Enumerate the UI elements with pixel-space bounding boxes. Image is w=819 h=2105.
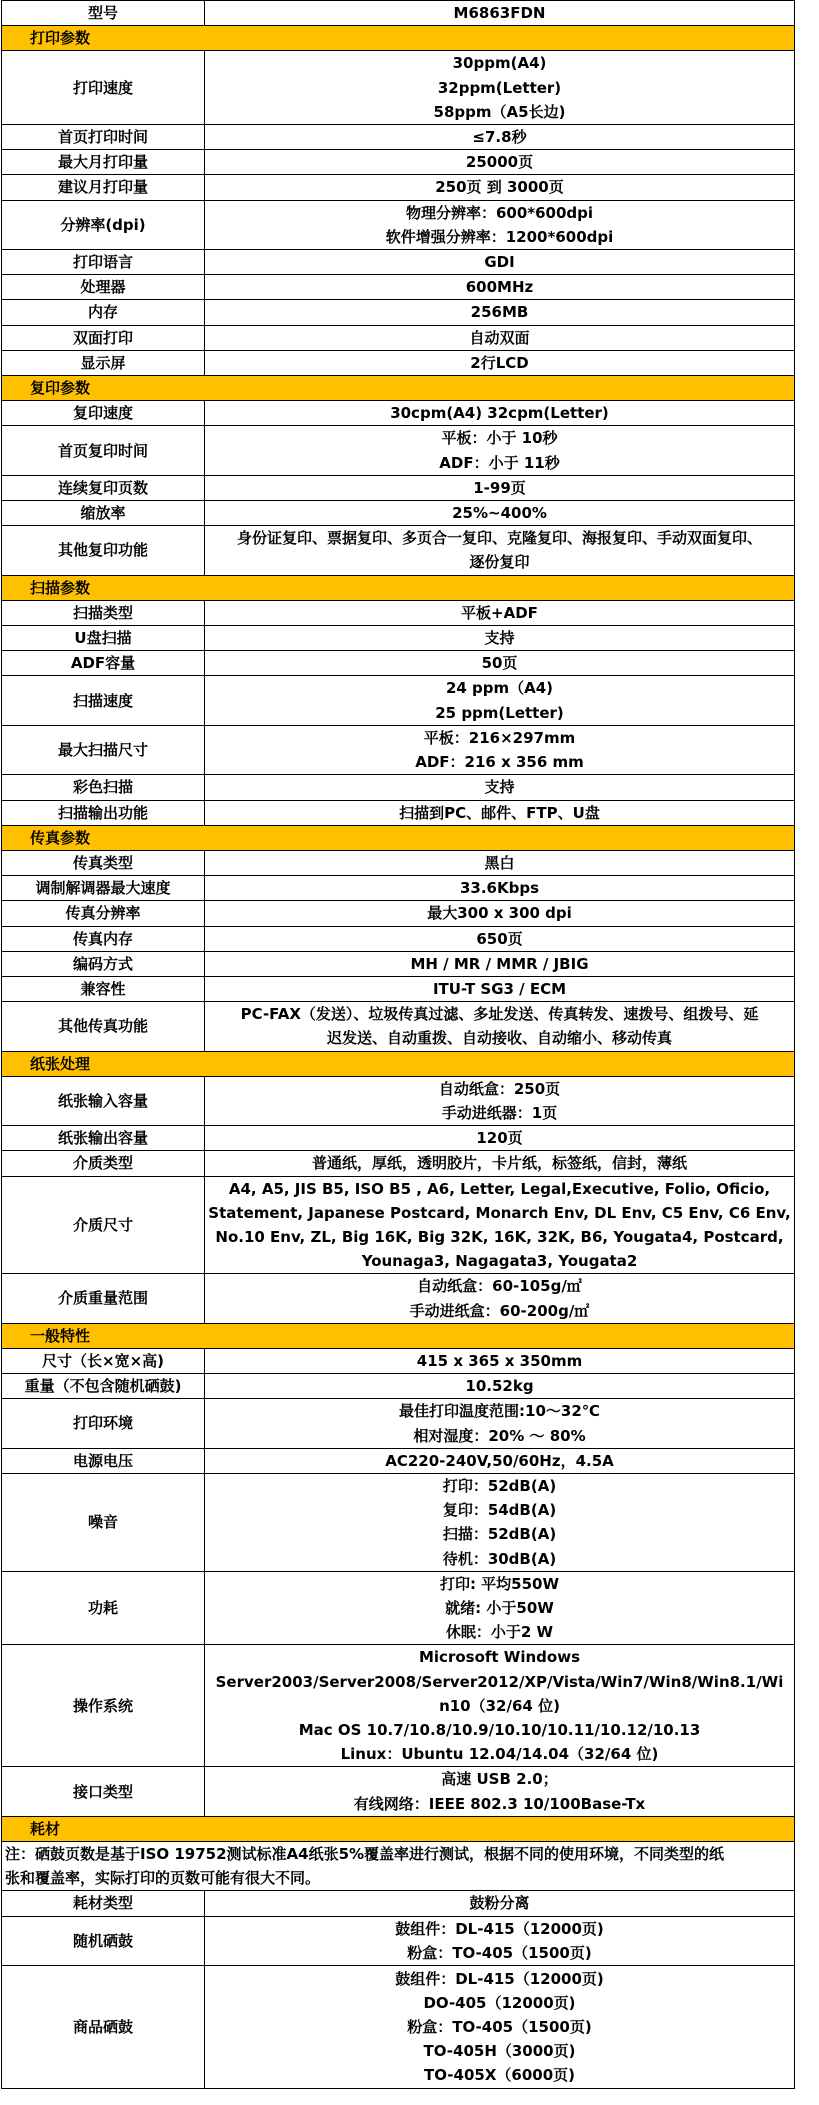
spec-value-line: 256MB [470,303,529,322]
spec-row [2,725,795,774]
spec-table-body [2,1,795,2089]
spec-label: 连续复印页数 [2,475,205,500]
spec-value-line: 扫描到PC、邮件、FTP、U盘 [399,803,600,822]
spec-value [205,775,795,800]
spec-label: 缩放率 [2,501,205,526]
spec-value [205,850,795,875]
spec-label: U盘扫描 [2,626,205,651]
spec-label: 介质重量范围 [2,1274,205,1323]
spec-value-line: 普通纸，厚纸，透明胶片，卡片纸，标签纸，信封，薄纸 [311,1154,687,1173]
spec-row [2,1176,795,1274]
spec-value-line: 粉盒：TO-405（1500页) [407,1943,592,1962]
spec-label: 其他复印功能 [2,526,205,575]
spec-row [2,1966,795,2089]
spec-row [2,51,795,125]
spec-value-line: PC-FAX（发送）、垃圾传真过滤、多址发送、传真转发、速拨号、组拨号、延 [240,1005,759,1024]
spec-label: 商品硒鼓 [2,1966,205,2089]
spec-row [2,651,795,676]
note-row [2,1842,795,1891]
spec-value-line: 有线网络：IEEE 802.3 10/100Base-Tx [353,1794,646,1813]
spec-label: 最大扫描尺寸 [2,725,205,774]
spec-value-line: 自动纸盒：250页 [438,1079,561,1098]
spec-label: 重量（不包含随机硒鼓) [2,1374,205,1399]
spec-row [2,175,795,200]
spec-value-line: 高速 USB 2.0； [441,1770,558,1789]
spec-value-line: 粉盒：TO-405（1500页) [407,2017,592,2036]
spec-value [205,150,795,175]
spec-label: 最大月打印量 [2,150,205,175]
spec-value-line: 58ppm（A5长边) [433,102,566,121]
spec-value [205,475,795,500]
spec-row [2,926,795,951]
section-header-row [2,1051,795,1076]
spec-label: 建议月打印量 [2,175,205,200]
spec-value-line: 25 ppm(Letter) [435,703,564,722]
spec-value-line: 32ppm(Letter) [437,78,562,97]
spec-value [205,976,795,1001]
spec-row [2,150,795,175]
spec-label: 内存 [2,300,205,325]
spec-value [205,1,795,26]
spec-value-line: Server2003/Server2008/Server2012/XP/Vista/Win7/Win8/Win8.1/Wi [215,1672,784,1691]
spec-label: 处理器 [2,275,205,300]
spec-value [205,1348,795,1373]
spec-value-line: No.10 Env, ZL, Big 16K, Big 32K, 16K, 32K, B6, Yougata4, Postcard, [215,1227,784,1246]
spec-row [2,401,795,426]
spec-value-line: 复印：54dB(A) [442,1501,557,1520]
section-header-row [2,376,795,401]
spec-row [2,775,795,800]
spec-row [2,1,795,26]
spec-value [205,676,795,725]
spec-label: 耗材类型 [2,1891,205,1916]
spec-value-line: Microsoft Windows [418,1648,580,1667]
spec-row [2,800,795,825]
spec-value [205,1002,795,1051]
spec-value [205,1891,795,1916]
spec-label: 操作系统 [2,1645,205,1767]
spec-label: 扫描输出功能 [2,800,205,825]
spec-value-line: 支持 [484,629,515,648]
spec-value [205,725,795,774]
spec-row [2,1126,795,1151]
spec-row [2,1473,795,1571]
spec-label: 扫描速度 [2,676,205,725]
spec-value-line: 扫描：52dB(A) [442,1525,557,1544]
spec-row [2,1448,795,1473]
spec-value-line: 25%~400% [452,504,547,523]
spec-row [2,1274,795,1323]
spec-label: 噪音 [2,1473,205,1571]
spec-row [2,676,795,725]
spec-label: 介质尺寸 [2,1176,205,1274]
note-line: 张和覆盖率，实际打印的页数可能有很大不同。 [5,1869,321,1888]
spec-value-line: 逐份复印 [469,553,530,572]
spec-value-line: TO-405X（6000页) [424,2066,575,2085]
spec-value [205,876,795,901]
spec-row [2,1002,795,1051]
spec-value-line: Mac OS 10.7/10.8/10.9/10.10/10.11/10.12/10.13 [298,1721,701,1740]
spec-value [205,526,795,575]
spec-row [2,350,795,375]
spec-value-line: 鼓粉分离 [469,1894,530,1913]
spec-value-line: ADF：216 x 356 mm [415,753,584,772]
spec-value [205,1645,795,1767]
spec-value-line: 物理分辨率：600*600dpi [405,203,594,222]
section-title: 耗材 [2,1816,795,1841]
spec-value-line: 黑白 [484,853,515,872]
spec-row [2,125,795,150]
spec-value-line: 迟发送、自动重拨、自动接收、自动缩小、移动传真 [326,1029,672,1048]
spec-value [205,651,795,676]
section-header-row [2,575,795,600]
spec-row [2,1076,795,1125]
spec-value-line: GDI [484,253,515,272]
spec-value-line: ITU-T SG3 / ECM [432,979,567,998]
section-title: 一般特性 [2,1323,795,1348]
spec-value [205,175,795,200]
spec-row [2,976,795,1001]
spec-value [205,1076,795,1125]
spec-value-line: 24 ppm（A4) [445,679,554,698]
spec-value-line: TO-405H（3000页) [423,2042,576,2061]
spec-row [2,951,795,976]
spec-value [205,1151,795,1176]
spec-label: 电源电压 [2,1448,205,1473]
section-header-row [2,26,795,51]
spec-value-line: 平板：216×297mm [423,728,576,747]
section-header-row [2,1816,795,1841]
spec-value-line: MH / MR / MMR / JBIG [410,954,589,973]
spec-value [205,926,795,951]
spec-value-line: 650页 [476,929,523,948]
spec-row [2,901,795,926]
note-line: 注：硒鼓页数是基于ISO 19752测试标准A4纸张5%覆盖率进行测试，根据不同的使用环境，不同类型的纸 [5,1845,725,1864]
spec-row [2,1399,795,1448]
spec-value [205,1473,795,1571]
spec-value-line: 鼓组件：DL-415（12000页) [395,1919,604,1938]
spec-label: 扫描类型 [2,600,205,625]
spec-value-line: 鼓组件：DL-415（12000页) [395,1969,604,1988]
spec-value [205,1767,795,1816]
spec-row [2,1571,795,1645]
spec-label: 传真内存 [2,926,205,951]
spec-value-line: ≤7.8秒 [472,128,527,147]
spec-value-line: 休眠：小于2 W [445,1623,554,1642]
spec-value-line: n10（32/64 位) [439,1696,560,1715]
spec-row [2,1891,795,1916]
section-title: 打印参数 [2,26,795,51]
spec-value [205,401,795,426]
spec-value-line: 自动纸盒：60-105g/㎡ [417,1277,582,1296]
section-header-row [2,1323,795,1348]
spec-value-line: 50页 [481,654,518,673]
spec-label: 显示屏 [2,350,205,375]
spec-value-line: 415 x 365 x 350mm [416,1351,583,1370]
spec-row [2,876,795,901]
spec-label: 首页打印时间 [2,125,205,150]
spec-value-line: 25000页 [465,153,534,172]
spec-value-line: 250页 到 3000页 [435,178,564,197]
spec-row [2,325,795,350]
spec-label: 首页复印时间 [2,426,205,475]
spec-value [205,1571,795,1645]
spec-value-line: 最大300 x 300 dpi [427,904,572,923]
spec-value-line: Statement, Japanese Postcard, Monarch Env, DL Env, C5 Env, C6 Env, [208,1203,791,1222]
spec-value-line: 10.52kg [465,1377,534,1396]
spec-value [205,1176,795,1274]
spec-label: 随机硒鼓 [2,1916,205,1965]
spec-row [2,250,795,275]
spec-value [205,1274,795,1323]
spec-value [205,250,795,275]
spec-label: 纸张输入容量 [2,1076,205,1125]
spec-value [205,1966,795,2089]
spec-value-line: 打印：52dB(A) [442,1476,557,1495]
spec-label: 打印语言 [2,250,205,275]
spec-label: 功耗 [2,1571,205,1645]
spec-value [205,300,795,325]
spec-label: 调制解调器最大速度 [2,876,205,901]
spec-value-line: 30ppm(A4) [452,54,547,73]
spec-label: 其他传真功能 [2,1002,205,1051]
spec-value [205,1448,795,1473]
spec-value [205,1126,795,1151]
spec-value [205,1374,795,1399]
section-title: 传真参数 [2,825,795,850]
spec-row [2,426,795,475]
section-title: 纸张处理 [2,1051,795,1076]
spec-value [205,325,795,350]
spec-value [205,1399,795,1448]
spec-value-line: 120页 [476,1129,523,1148]
spec-label: 编码方式 [2,951,205,976]
spec-row [2,850,795,875]
spec-row [2,1645,795,1767]
spec-row [2,1916,795,1965]
spec-label: 接口类型 [2,1767,205,1816]
spec-value-line: Younaga3, Nagagata3, Yougata2 [361,1252,638,1271]
spec-value-line: 手动进纸器：1页 [441,1103,558,1122]
spec-value-line: 身份证复印、票据复印、多页合一复印、克隆复印、海报复印、手动双面复印、 [236,529,762,548]
section-title: 扫描参数 [2,575,795,600]
spec-label: 复印速度 [2,401,205,426]
spec-row [2,1151,795,1176]
spec-label: ADF容量 [2,651,205,676]
spec-value [205,51,795,125]
spec-value-line: 自动双面 [469,328,530,347]
spec-value-line: 最佳打印温度范围:10～32℃ [399,1402,600,1421]
spec-value-line: 平板+ADF [461,603,538,622]
spec-label: 分辨率(dpi) [2,200,205,249]
spec-value-line: AC220-240V,50/60Hz，4.5A [385,1451,614,1470]
spec-row [2,300,795,325]
spec-label: 纸张输出容量 [2,1126,205,1151]
spec-value [205,626,795,651]
spec-row [2,1348,795,1373]
spec-value-line: 33.6Kbps [459,879,540,898]
spec-value [205,200,795,249]
spec-value [205,901,795,926]
spec-value-line: M6863FDN [453,4,546,22]
spec-row [2,275,795,300]
spec-label: 打印速度 [2,51,205,125]
spec-value [205,350,795,375]
section-title: 复印参数 [2,376,795,401]
spec-value-line: 就绪: 小于50W [445,1599,554,1617]
spec-table [1,0,795,2089]
spec-value-line: 600MHz [465,278,534,297]
spec-value-line: ADF：小于 11秒 [439,453,560,472]
spec-row [2,1374,795,1399]
section-header-row [2,825,795,850]
spec-value-line: 待机：30dB(A) [442,1549,557,1568]
spec-value-line: 软件增强分辨率：1200*600dpi [385,227,614,246]
spec-row [2,600,795,625]
spec-label: 尺寸（长×宽×高) [2,1348,205,1373]
spec-label: 传真分辨率 [2,901,205,926]
spec-value [205,951,795,976]
spec-value-line: Linux：Ubuntu 12.04/14.04（32/64 位) [340,1745,659,1764]
spec-value-line: 平板：小于 10秒 [441,429,558,448]
spec-label: 兼容性 [2,976,205,1001]
spec-value-line: 打印: 平均550W [439,1574,560,1593]
spec-row [2,475,795,500]
spec-value-line: A4, A5, JIS B5, ISO B5 , A6, Letter, Legal,Executive, Folio, Oficio, [228,1179,771,1198]
spec-value-line: 1-99页 [473,478,526,497]
spec-label: 介质类型 [2,1151,205,1176]
spec-value [205,800,795,825]
spec-value [205,275,795,300]
spec-value [205,1916,795,1965]
spec-label: 彩色扫描 [2,775,205,800]
consumables-note [2,1842,795,1891]
spec-value-line: 2行LCD [470,353,529,372]
spec-row [2,200,795,249]
spec-value-line: 相对湿度：20% ～ 80% [413,1426,586,1445]
spec-value-line: 30cpm(A4) 32cpm(Letter) [390,404,609,423]
spec-label: 双面打印 [2,325,205,350]
spec-label: 型号 [2,1,205,26]
spec-value [205,426,795,475]
spec-value [205,125,795,150]
spec-value-line: 支持 [484,778,515,797]
spec-row [2,501,795,526]
spec-value-line: DO-405（12000页) [423,1993,576,2012]
spec-row [2,626,795,651]
spec-label: 传真类型 [2,850,205,875]
spec-row [2,526,795,575]
spec-label: 打印环境 [2,1399,205,1448]
spec-row [2,1767,795,1816]
spec-value [205,501,795,526]
spec-value-line: 手动进纸盒：60-200g/㎡ [409,1301,590,1320]
spec-value [205,600,795,625]
